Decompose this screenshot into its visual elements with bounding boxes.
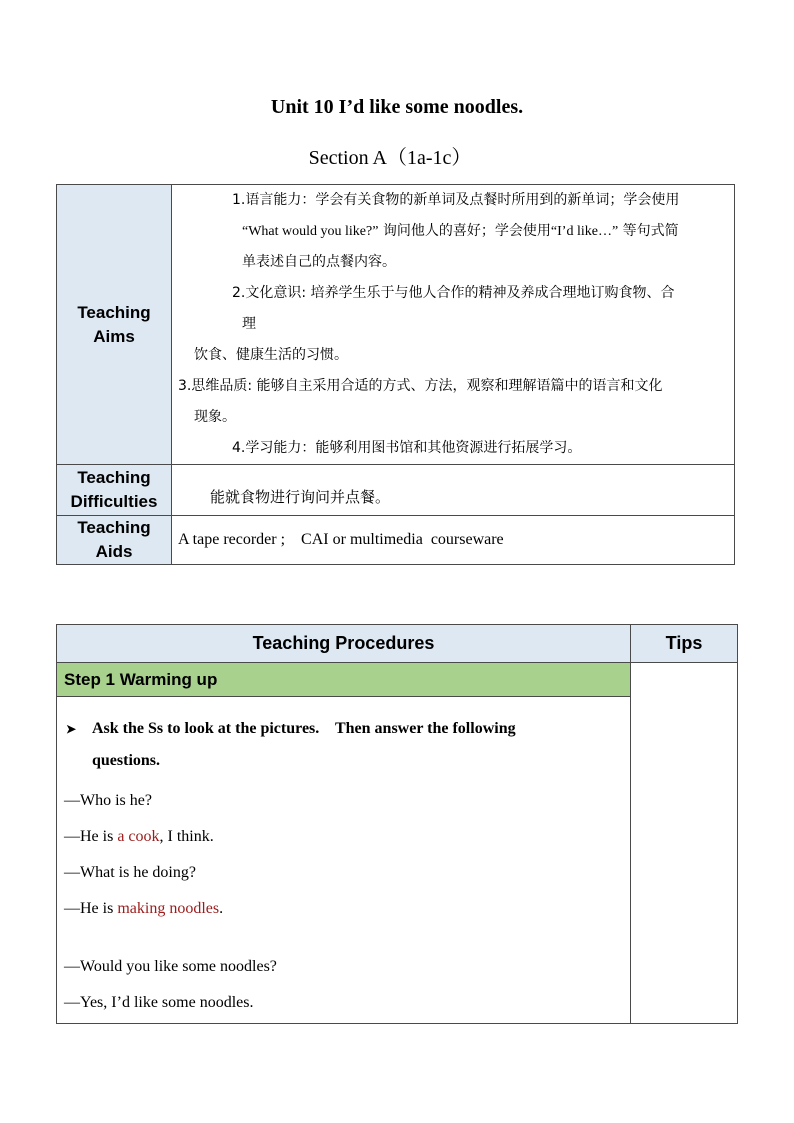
step1-content (57, 697, 631, 1024)
page-title: Unit 10 I’d like some noodles. (270, 96, 524, 118)
step1-title: Step 1 Warming up (57, 663, 631, 697)
instruction-text: questions. (92, 752, 161, 769)
highlight-answer: a cook (117, 828, 160, 845)
dialog-line: —Yes, I’d like some noodles. (64, 994, 254, 1011)
aims-line: 单表述自己的点餐内容。 (242, 254, 396, 270)
aims-content (172, 185, 735, 465)
aims-line: 理 (242, 316, 256, 332)
aims-label-line2: Aims (93, 326, 135, 346)
dialog-line: —He is making noodles. (64, 900, 224, 917)
aims-line: 4.学习能力：能够利用图书馆和其他资源进行拓展学习。 (232, 440, 582, 456)
tips-cell (631, 663, 738, 1024)
difficulties-label (57, 465, 172, 516)
aims-line: 2.文化意识: 培养学生乐于与他人合作的精神及养成合理地订购食物、合 (232, 285, 675, 301)
difficulties-label-line2: Difficulties (70, 492, 158, 511)
aims-label-line1: Teaching (77, 302, 151, 322)
aims-line-cn: 等句式简 (622, 223, 679, 239)
aims-line: 现象。 (194, 409, 236, 425)
dialog-line: —He is a cook, I think. (64, 828, 214, 845)
aims-line (178, 216, 728, 247)
aims-label (57, 185, 172, 465)
tips-header: Tips (631, 625, 738, 663)
info-table (56, 184, 735, 565)
aims-line: 1.语言能力：学会有关食物的新单词及点餐时所用到的新单词；学会使用 (232, 192, 680, 208)
dialog-line: —What is he doing? (64, 864, 196, 881)
aims-line: 3.思维品质: 能够自主采用合适的方式、方法，观察和理解语篇中的语言和文化 (178, 378, 663, 394)
aids-content: A tape recorder ; CAI or multimedia courseware (172, 516, 735, 565)
aims-line-en: “I’d like…” (550, 224, 619, 239)
difficulties-label-line1: Teaching (77, 468, 151, 487)
instruction-bullet (64, 713, 630, 777)
aids-label (57, 516, 172, 565)
dialog-line: —Who is he? (64, 792, 152, 809)
aids-label-line2: Aids (95, 542, 133, 561)
procedures-header: Teaching Procedures (57, 625, 631, 663)
aims-line-en: “What would you like?” (242, 224, 379, 239)
page-subtitle: Section A（1a-1c） (308, 147, 472, 169)
instruction-text: Ask the Ss to look at the pictures. Then answer the following (92, 720, 516, 737)
dialog-line: —Would you like some noodles? (64, 958, 277, 975)
aims-line: 饮食、健康生活的习惯。 (194, 347, 348, 363)
difficulties-content: 能就食物进行询问并点餐。 (172, 465, 735, 516)
highlight-answer: making noodles (117, 900, 220, 917)
aims-line-cn: 询问他人的喜好；学会使用 (382, 223, 551, 239)
procedure-table (56, 624, 738, 1024)
arrow-bullet-icon: ➤ (66, 722, 77, 736)
aids-label-line1: Teaching (77, 518, 151, 537)
